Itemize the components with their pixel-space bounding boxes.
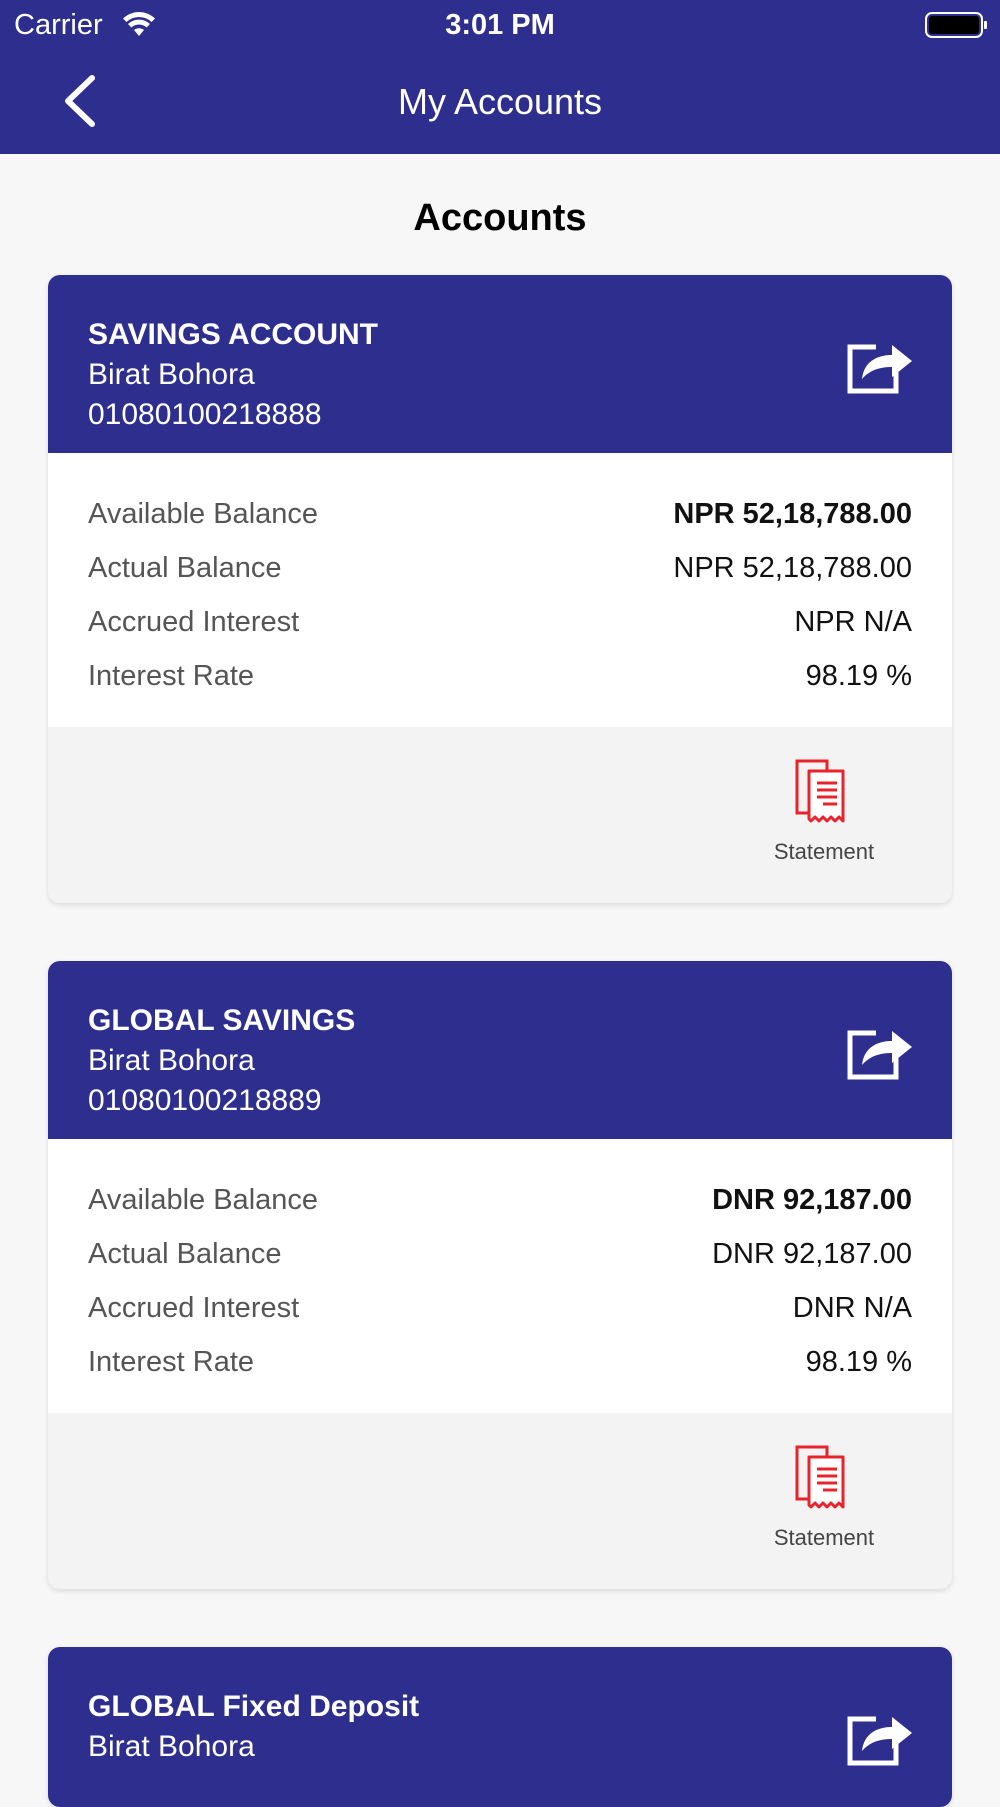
balance-row	[88, 649, 912, 703]
balance-row	[88, 1281, 912, 1335]
balance-row	[88, 487, 912, 541]
share-icon[interactable]	[846, 337, 914, 395]
account-type: SAVINGS ACCOUNT	[88, 318, 379, 351]
account-number: 01080100218889	[88, 1084, 322, 1117]
account-balances	[48, 453, 952, 727]
row-label: Interest Rate	[88, 1345, 255, 1378]
balance-row	[88, 1173, 912, 1227]
share-icon[interactable]	[846, 1023, 914, 1081]
statement-label: Statement	[773, 839, 875, 864]
account-card-header	[48, 1647, 952, 1807]
balance-row	[88, 595, 912, 649]
statement-icon	[793, 1443, 855, 1513]
statement-button[interactable]	[764, 1443, 884, 1551]
row-value: DNR 92,187.00	[712, 1183, 912, 1216]
account-balances	[48, 1139, 952, 1413]
account-card[interactable]	[48, 275, 952, 903]
battery-icon	[925, 11, 989, 39]
balance-row	[88, 541, 912, 595]
balance-row	[88, 1335, 912, 1389]
account-holder-name: Birat Bohora	[88, 1730, 255, 1763]
row-value: NPR 52,18,788.00	[673, 497, 912, 530]
statement-button[interactable]	[764, 757, 884, 865]
statement-label: Statement	[773, 1525, 875, 1550]
clock-time: 3:01 PM	[445, 9, 555, 41]
row-label: Interest Rate	[88, 659, 255, 692]
account-card-header	[48, 275, 952, 453]
account-number: 01080100218888	[88, 398, 322, 431]
row-value: DNR 92,187.00	[712, 1237, 912, 1270]
account-holder-name: Birat Bohora	[88, 358, 255, 391]
status-bar	[0, 0, 1000, 50]
account-card-header	[48, 961, 952, 1139]
account-type: GLOBAL SAVINGS	[88, 1004, 356, 1037]
row-value: 98.19 %	[805, 1345, 912, 1378]
row-label: Actual Balance	[88, 1237, 282, 1270]
account-card[interactable]	[48, 1647, 952, 1807]
section-title: Accounts	[413, 197, 587, 239]
row-label: Accrued Interest	[88, 605, 300, 638]
row-value: 98.19 %	[805, 659, 912, 692]
page-title: My Accounts	[397, 81, 603, 122]
row-label: Actual Balance	[88, 551, 282, 584]
account-card[interactable]	[48, 961, 952, 1589]
row-label: Accrued Interest	[88, 1291, 300, 1324]
account-card-footer	[48, 1413, 952, 1589]
app-header	[0, 0, 1000, 154]
row-label: Available Balance	[88, 497, 319, 530]
account-holder-name: Birat Bohora	[88, 1044, 255, 1077]
balance-row	[88, 1227, 912, 1281]
carrier-label: Carrier	[14, 9, 103, 41]
row-value: DNR N/A	[792, 1291, 912, 1324]
row-value: NPR 52,18,788.00	[673, 551, 912, 584]
account-card-footer	[48, 727, 952, 903]
share-icon[interactable]	[846, 1709, 914, 1767]
row-value: NPR N/A	[794, 605, 912, 638]
statement-icon	[793, 757, 855, 827]
row-label: Available Balance	[88, 1183, 319, 1216]
account-type: GLOBAL Fixed Deposit	[88, 1690, 420, 1723]
